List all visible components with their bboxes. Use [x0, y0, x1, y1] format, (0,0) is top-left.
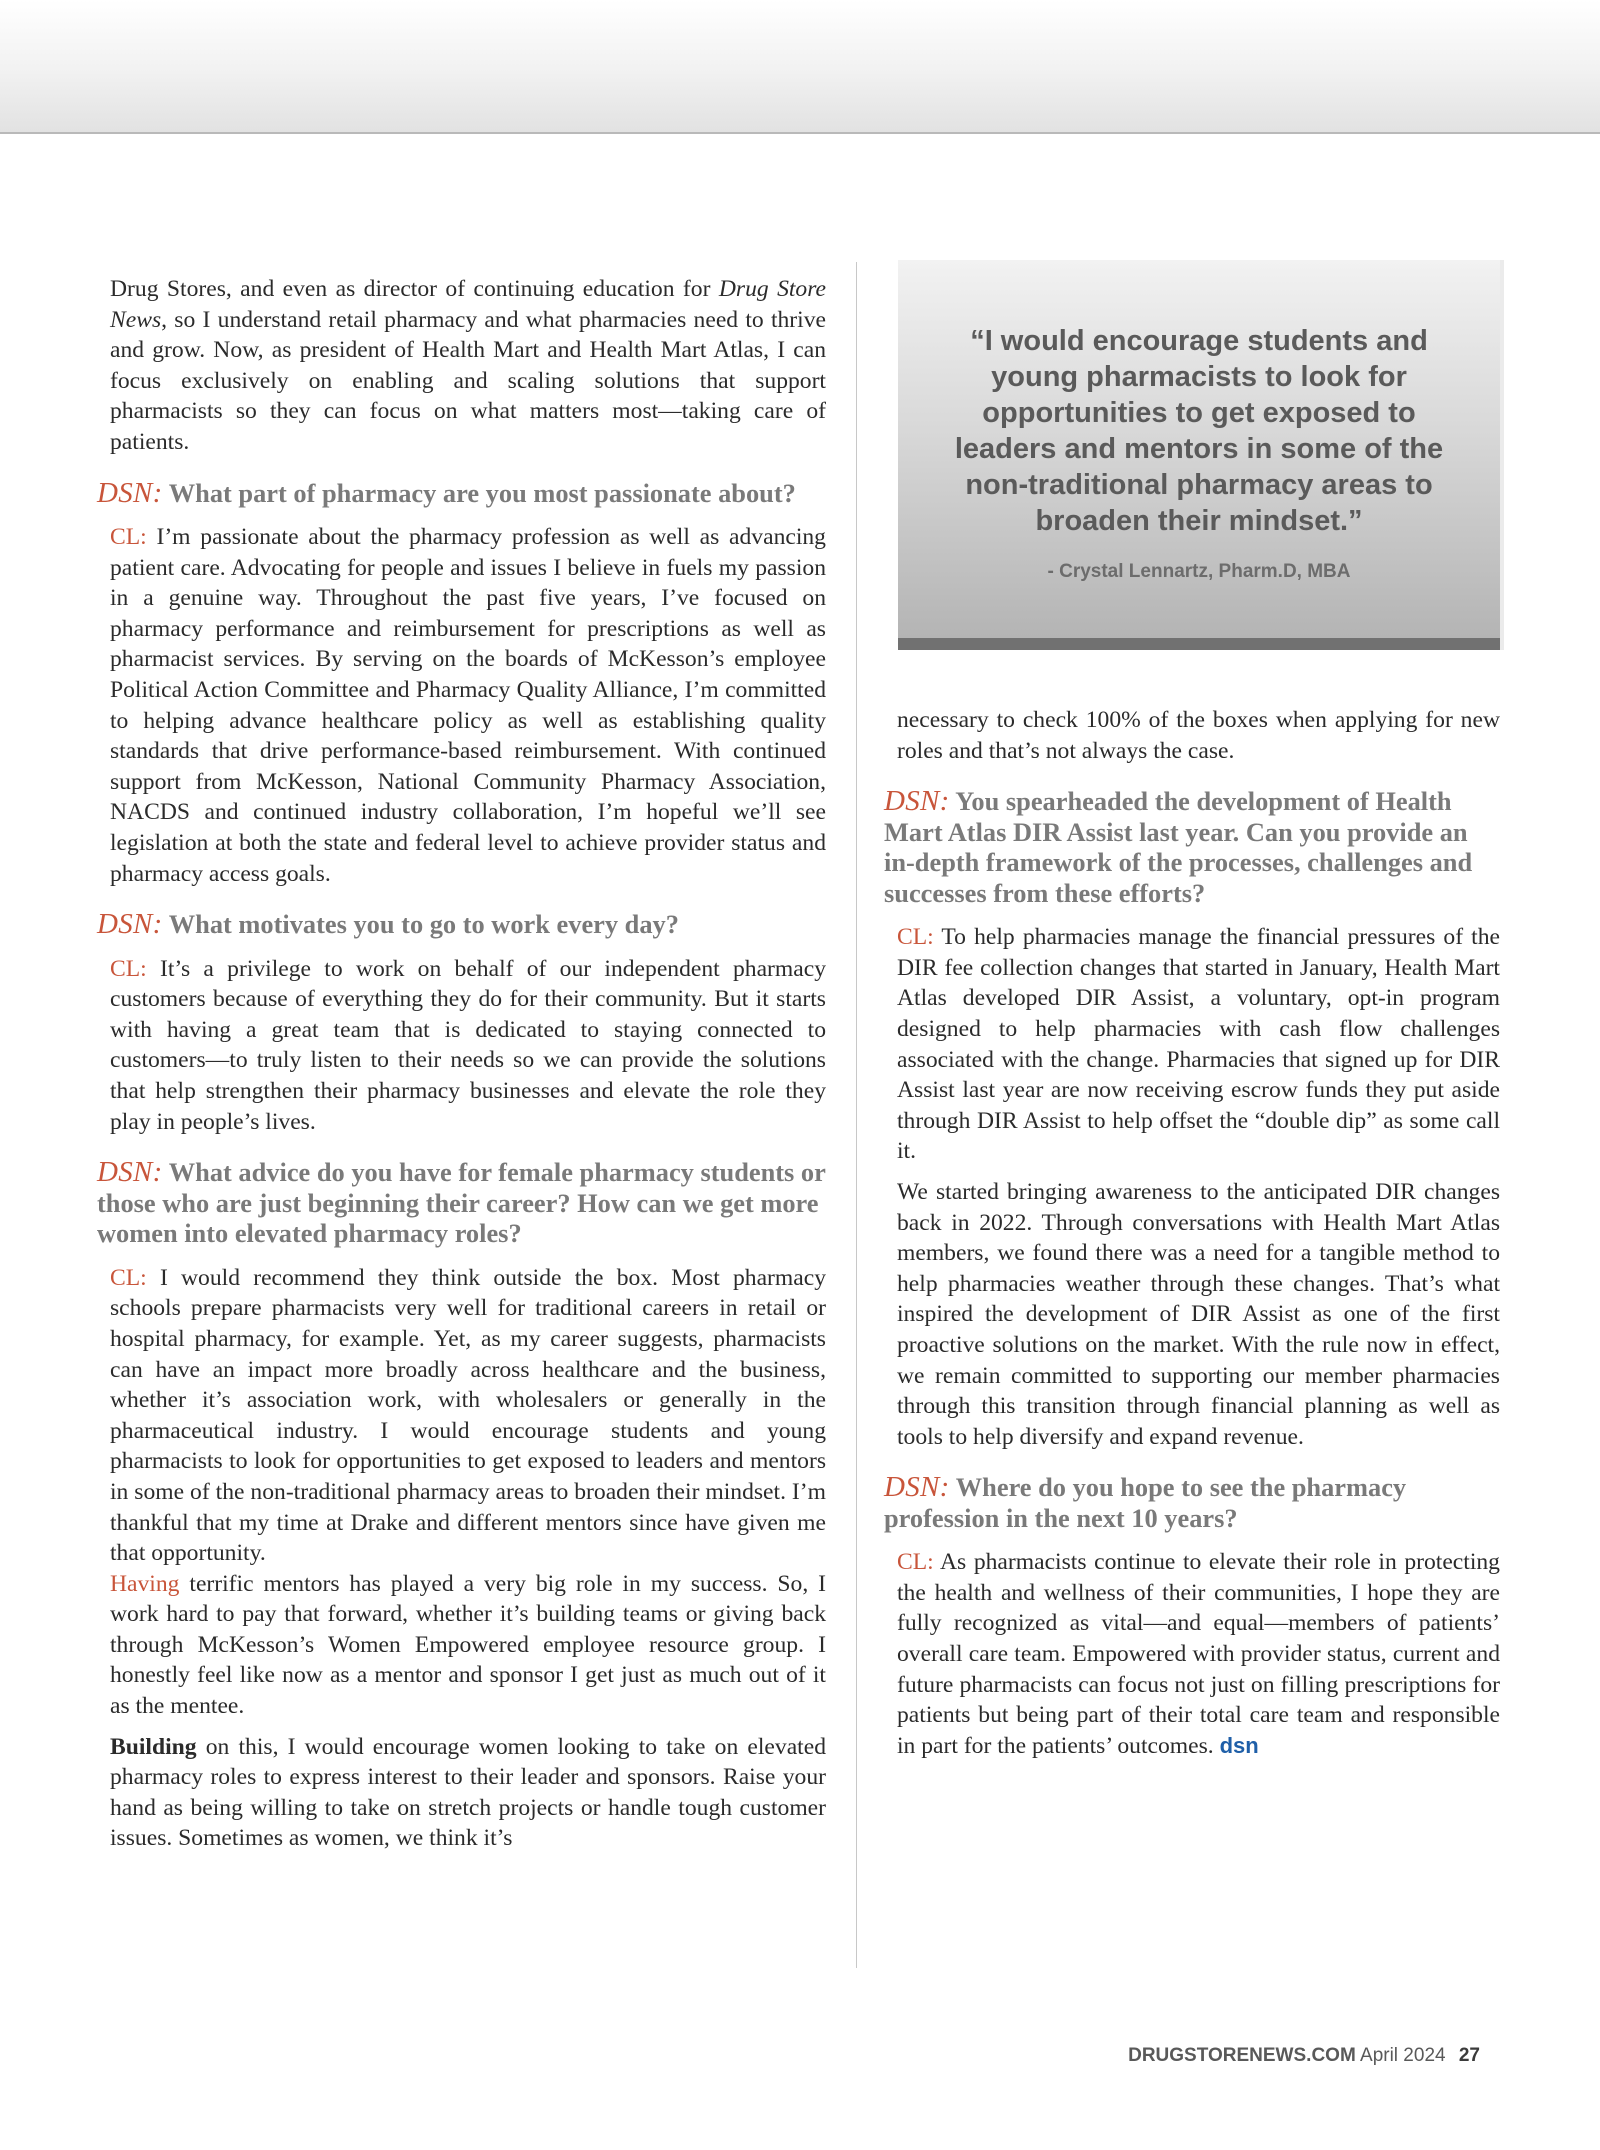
answer-dir-assist-cont: We started bringing awareness to the anticipated DIR changes back in 2022. Through conversations with Health Mart Atlas members, we found there was a need for a tangible method to help pharmacies weather through these changes. That’s what inspired the development of DIR Assist as one of the first proactive solutions on the market. With the rule now in effect, we remain committed to supporting our member pharmacies through this transition through financial planning as well as tools to help diversify and expand revenue. — [897, 1178, 1500, 1450]
answer-lead: CL: — [897, 924, 934, 951]
answer-lead: CL: — [110, 524, 147, 551]
question-motivation: DSN: What motivates you to go to work every day? — [97, 908, 679, 941]
question-passion: DSN: What part of pharmacy are you most passionate about? — [97, 476, 796, 509]
question-lead: DSN: — [97, 476, 163, 509]
question-advice: DSN: What advice do you have for female pharmacy students or those who are just beginning their career? How can we get more women into elevated pharmacy roles? — [97, 1156, 826, 1249]
continued-paragraph: necessary to check 100% of the boxes when applying for new roles and that’s not always the case. — [897, 707, 1500, 764]
question-lead: DSN: — [97, 1156, 163, 1189]
question-dir-assist: DSN: You spearheaded the development of Health Mart Atlas DIR Assist last year. Can you provide an in-depth framework of the processes, challenges and successes from these efforts? — [884, 785, 1473, 908]
answer-lead: CL: — [110, 1264, 147, 1291]
answer-motivation: CL: It’s a privilege to work on behalf of our independent pharmacy customers because of everything they do for their community. But it starts with having a great team that is dedicated to staying connected to customers—to truly listen to their needs so we can provide the solutions that help strengthen their pharmacy businesses and elevate the role they play in people’s lives. — [110, 955, 826, 1135]
question-lead: DSN: — [884, 785, 950, 818]
answer-dir-assist: CL: To help pharmacies manage the financial pressures of the DIR fee collection changes that started in January, Health Mart Atlas developed DIR Assist, a voluntary, opt-in program designed to help pharmacies with cash flow challenges associated with the change. Pharmacies that signed up for DIR Assist last year are now receiving escrow funds they put aside through DIR Assist to help offset the “double dip” as some call it. — [897, 924, 1500, 1165]
answer-passion: CL: I’m passionate about the pharmacy profession as well as advancing patient care. Advocating for people and issues I believe in fuels my passion in a genuine way. Throughout the past five years, I’ve focused on pharmacy performance and reimbursement for prescriptions as well as pharmacist services. By serving on the boards of McKesson’s employee Political Action Committee and Pharmacy Quality Alliance, I’m committed to helping advance healthcare policy as well as establishing quality standards that drive performance-based reimbursement. With continued support from McKesson, National Community Pharmacy Association, NACDS and continued industry collaboration, I’m hopeful we’ll see legislation at both the state and federal level to achieve provider status and pharmacy access goals. — [110, 524, 826, 887]
answer-lead: CL: — [110, 955, 147, 982]
page-footer — [1060, 2045, 1480, 2067]
page-number: 27 — [1458, 2045, 1480, 2066]
pull-quote-attribution: - Crystal Lennartz, Pharm.D, MBA — [1047, 561, 1351, 582]
paragraph-lead: Building — [110, 1733, 197, 1760]
question-lead: DSN: — [884, 1471, 950, 1504]
paragraph-lead: Having — [110, 1570, 180, 1597]
footer-date: April 2024 — [1360, 2045, 1446, 2066]
right-column — [884, 705, 1500, 1761]
column-divider — [856, 262, 857, 1968]
article-end-mark: dsn — [1219, 1732, 1259, 1758]
page-header-band — [0, 0, 1600, 134]
intro-paragraph: Drug Stores, and even as director of continuing education for Drug Store News, so I understand retail pharmacy and what pharmacies need to thrive and grow. Now, as president of Health Mart and Health Mart Atlas, I can focus exclusively on enabling and scaling solutions that support pharmacists so they can focus on what matters most—taking care of patients. — [110, 276, 826, 455]
question-future: DSN: Where do you hope to see the pharmacy profession in the next 10 years? — [884, 1471, 1407, 1533]
pull-quote-box — [898, 260, 1500, 650]
pull-quote-text: “I would encourage students and young pharmacists to look for opportunities to get exposed to leaders and mentors in some of the non-traditional pharmacy areas to broaden their mindset.” — [954, 325, 1444, 537]
left-column — [97, 274, 826, 1854]
publication-title: Drug Store News — [110, 276, 826, 333]
answer-advice: CL: I would recommend they think outside the box. Most pharmacy schools prepare pharmacists very well for traditional careers in retail or hospital pharmacy, for example. Yet, as my career suggests, pharmacists can have an impact more broadly across healthcare and the business, whether it’s association work, with wholesalers or generally in the pharmaceutical industry. I would encourage students and young pharmacists to look for opportunities to get exposed to leaders and mentors in some of the non-traditional pharmacy areas to broaden their mindset. I’m thankful that my time at Drake and different mentors since have given me that opportunity. — [110, 1264, 826, 1567]
footer-site: DRUGSTORENEWS.COM — [1128, 2045, 1356, 2066]
answer-advice-mentors: Having terrific mentors has played a very big role in my success. So, I work hard to pay that forward, whether it’s building teams or giving back through McKesson’s Women Empowered employee resource group. I honestly feel like now as a mentor and sponsor I get just as much out of it as the mentee. — [110, 1570, 826, 1720]
answer-future: CL: As pharmacists continue to elevate their role in protecting the health and wellness of their communities, I hope they are fully recognized as vital—and equal—members of patients’ overall care team. Empowered with provider status, current and future pharmacists can focus not just on filling prescriptions for patients but being part of their total care team and responsible in part for the patients’ outcomes. dsn — [897, 1549, 1500, 1759]
answer-lead: CL: — [897, 1549, 934, 1576]
question-lead: DSN: — [97, 908, 163, 941]
answer-advice-building: Building on this, I would encourage women looking to take on elevated pharmacy roles to express interest to their leader and sponsors. Raise your hand as being willing to take on stretch projects or handle tough customer issues. Sometimes as women, we think it’s — [110, 1733, 826, 1852]
